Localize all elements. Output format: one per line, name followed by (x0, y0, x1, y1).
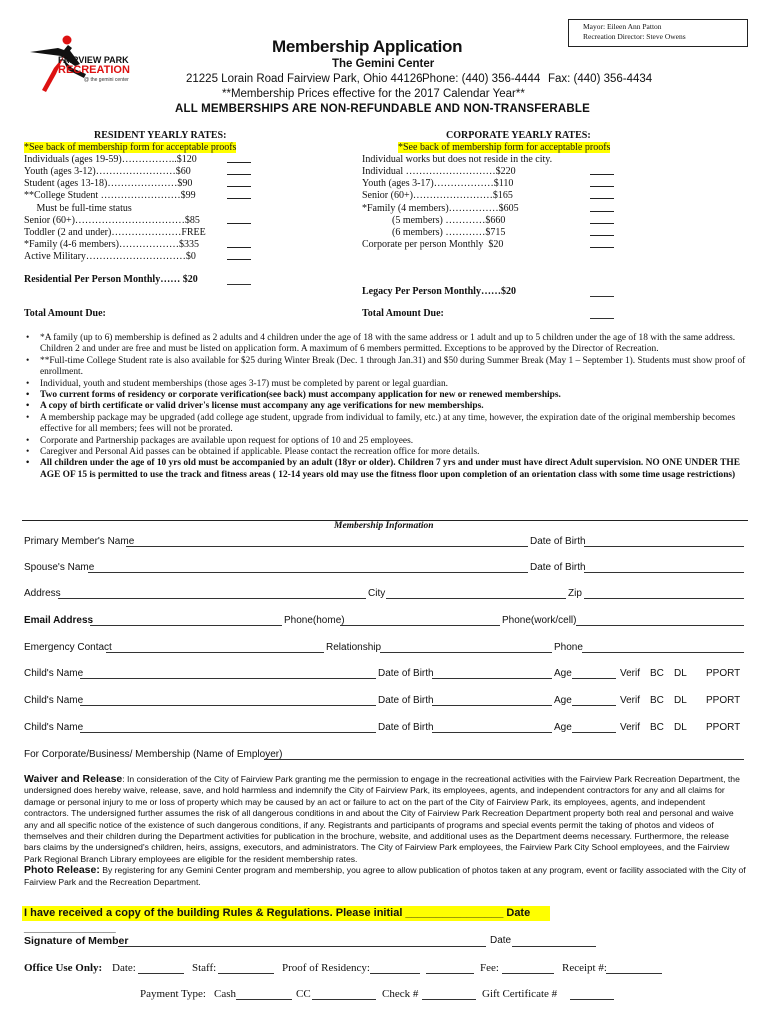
policy-item: • Caregiver and Personal Aid passes can be obtained if applicable. Please contact the recreation office for more details. (24, 447, 746, 458)
emergency-phone-field[interactable] (582, 652, 744, 653)
office-proof-field-1[interactable] (370, 973, 420, 974)
corporate-rate-label: Corporate per person Monthly $20 (362, 238, 504, 250)
corporate-rate-label: Senior (60+)……………………$165 (362, 190, 513, 202)
primary-dob-label: Date of Birth (530, 536, 586, 547)
non-refundable-notice: ALL MEMBERSHIPS ARE NON-REFUNDABLE AND NON-TRANSFERABLE (175, 103, 590, 115)
resident-heading: RESIDENT YEARLY RATES: (94, 130, 227, 141)
resident-rate-row (24, 239, 324, 251)
policy-item: • A membership package may be upgraded (add college age student, upgrade from individual to family, etc.) at any time, however, the expiration date of the original membership becomes effective for all members; fees will not be prorated. (24, 413, 746, 436)
child-age-field[interactable] (572, 705, 616, 706)
page-title: Membership Application (272, 37, 463, 56)
corporate-rate-blank[interactable] (590, 178, 614, 187)
corporate-rate-label: *Family (4 members)……………$605 (362, 202, 519, 214)
corporate-rate-row (362, 215, 662, 227)
resident-rate-row (24, 203, 324, 215)
office-receipt-field[interactable] (606, 973, 662, 974)
phone-home-field[interactable] (340, 625, 500, 626)
child-verif-dl[interactable]: DL (674, 695, 687, 706)
child-name-field[interactable] (80, 705, 376, 706)
logo-line2: RECREATION (58, 64, 130, 76)
policy-item: • Individual, youth and student memberships (those ages 3-17) must be completed by parent or legal guardian. (24, 379, 746, 390)
payment-cash-label: Cash (214, 988, 236, 1000)
fairview-park-logo (28, 34, 168, 96)
phone-work-field[interactable] (576, 625, 744, 626)
child-dob-label: Date of Birth (378, 668, 434, 679)
office-date-field[interactable] (138, 973, 184, 974)
section-divider (22, 520, 748, 521)
corporate-rate-blank[interactable] (590, 190, 614, 199)
waiver-section (24, 774, 746, 888)
spouse-dob-field[interactable] (584, 572, 744, 573)
office-date-label: Date: (112, 962, 136, 974)
office-fee-label: Fee: (480, 962, 499, 974)
resident-rate-label: Toddler (2 and under)…………………FREE (24, 226, 206, 238)
emergency-phone-label: Phone (554, 642, 583, 653)
policy-item: • **Full-time College Student rate is also available for $25 during Winter Break (Dec. 1 through Jan.31) and $50 during Summer Break (May 1 – September 1). Students must show proof of enrollment. (24, 356, 746, 379)
payment-check-label: Check # (382, 988, 419, 1000)
corporate-rate-row (362, 178, 662, 190)
payment-check-field[interactable] (422, 999, 476, 1000)
child-age-label: Age (554, 695, 572, 706)
office-receipt-label: Receipt #: (562, 962, 607, 974)
resident-rate-blank[interactable] (227, 166, 251, 175)
policy-item: • All children under the age of 10 yrs old must be accompanied by an adult (18yr or older). Children 7 yrs and under must have direct Adult supervision. NO ONE UNDER THE AGE OF 15 is permitted to use the track and fitness areas ( 12-14 years old may use the fitness floor upon completion of an orientation class with some time usage restrictions) (24, 458, 746, 481)
payment-type-label: Payment Type: (140, 988, 206, 1000)
corporate-rate-label: Individual ………………………$220 (362, 166, 516, 178)
photo-release-text: By registering for any Gemini Center program and membership, you agree to allow publication of photos taken at any program, event or facility associated with the City of Fairview Park and the Recreation Department. (24, 865, 746, 887)
officials-box (568, 19, 748, 47)
employer-field[interactable] (264, 759, 744, 760)
relationship-label: Relationship (326, 642, 382, 653)
resident-rate-row (24, 166, 324, 178)
payment-gift-field[interactable] (570, 999, 614, 1000)
corporate-rate-row (362, 190, 662, 202)
child-verif-pport[interactable]: PPORT (706, 695, 741, 706)
resident-rate-label: Youth (ages 3-12)……………………$60 (24, 166, 191, 178)
resident-per-person: Residential Per Person Monthly…… $20 (24, 274, 198, 285)
resident-rate-label: Must be full-time status (24, 202, 132, 214)
corporate-rate-blank[interactable] (590, 227, 614, 236)
email-label: Email Address (24, 615, 94, 626)
corporate-rate-row (362, 154, 662, 166)
child-name-label: Child's Name (24, 668, 84, 679)
waiver-text: : In consideration of the City of Fairview Park granting me the permission to engage in the recreational activities with the Fairview Park Recreation Department, the undersigned does hereby waive, release, save, and hold harmless and indemnify the City of Fairview Park, its employees, agents, and independent contractors for any and all claims for damage or personal injury to me or loss of property which may be caused by an act or failure to act on the part of the City of Fairview Park, its employees, agents, and independent contractors. The undersigned further assumes the risk of all dangerous conditions in and about the City of Fairview Park Recreation Department property both real and personal and waive any and all specific notice of the existence of such dangerous conditions, if any. Registrants and participants of programs and special events permit the taking of photos and videos of themselves and their children during the Department activities for publication in the brochure, website, and additional uses as the Department deems necessary. Furthermore, the release bars claims by the undersigned's children, heirs, assigns, executors, and administrators. The City of Fairview Park employees, the Fairview Park City School employees, and the Fairview Park Regional Branch Library employees are eligible for the resident membership rates. (24, 774, 740, 864)
office-use-label: Office Use Only: (24, 962, 103, 974)
primary-name-label: Primary Member's Name (24, 536, 135, 547)
signature-date-label: Date (490, 935, 512, 946)
child-age-label: Age (554, 722, 572, 733)
corporate-rate-blank[interactable] (590, 203, 614, 212)
office-staff-label: Staff: (192, 962, 217, 974)
child-verif-pport[interactable]: PPORT (706, 722, 741, 733)
center-fax: Fax: (440) 356-4434 (548, 73, 653, 85)
spouse-name-label: Spouse's Name (24, 562, 95, 573)
child-verif-label: Verif (620, 668, 641, 679)
rules-acknowledgement[interactable]: I have received a copy of the building Rules & Regulations. Please initial ________________ Date _______________ (22, 906, 550, 921)
corporate-rate-label: Individual works but does not reside in the city. (362, 154, 553, 166)
office-staff-field[interactable] (218, 973, 274, 974)
emergency-field[interactable] (106, 652, 324, 653)
center-phone: Phone: (440) 356-4444 (422, 73, 541, 85)
child-dob-label: Date of Birth (378, 695, 434, 706)
child-verif-bc[interactable]: BC (650, 695, 664, 706)
corporate-rate-label: Youth (ages 3-17)………………$110 (362, 178, 514, 190)
resident-rate-label: *Family (4-6 members)………………$335 (24, 238, 199, 250)
section-title: Membership Information (334, 521, 434, 531)
logo-line1: FAIRVIEW PARK (58, 55, 129, 65)
resident-rate-blank[interactable] (227, 190, 251, 199)
policy-list (24, 333, 746, 481)
city-field[interactable] (386, 598, 566, 599)
prices-note: **Membership Prices effective for the 2017 Calendar Year** (222, 88, 525, 100)
resident-rate-label: Student (ages 13-18)…………………$90 (24, 178, 193, 190)
resident-rate-blank[interactable] (227, 239, 251, 248)
legacy-per-person: Legacy Per Person Monthly……$20 (362, 286, 516, 297)
relationship-field[interactable] (380, 652, 552, 653)
child-dob-field[interactable] (432, 732, 552, 733)
center-name: The Gemini Center (332, 58, 435, 70)
resident-rate-row (24, 215, 324, 227)
resident-rate-row (24, 251, 324, 263)
corporate-rate-row (362, 227, 662, 239)
legacy-blank[interactable] (590, 296, 614, 297)
resident-rate-row (24, 178, 324, 190)
mayor-name: Mayor: Eileen Ann Patton (583, 22, 662, 31)
child-age-label: Age (554, 668, 572, 679)
corporate-rate-blank[interactable] (590, 166, 614, 175)
policy-item: • *A family (up to 6) membership is defined as 2 adults and 4 children under the age of 18 with the same address or 1 adult and up to 5 children under the age of 18 with the same address. Children 2 and under are free and must be listed on application form. A maximum of 6 members permitted. Exceptions to be approved by the Director of Recreation. (24, 333, 746, 356)
director-name: Recreation Director: Steve Owens (583, 32, 686, 41)
resident-rate-blank[interactable] (227, 154, 251, 163)
phone-work-label: Phone(work/cell) (502, 615, 577, 626)
child-verif-bc[interactable]: BC (650, 668, 664, 679)
child-verif-bc[interactable]: BC (650, 722, 664, 733)
corporate-rate-label: (5 members) …………$660 (362, 214, 506, 226)
corporate-rate-row (362, 203, 662, 215)
resident-total-label: Total Amount Due: (24, 308, 106, 319)
email-field[interactable] (90, 625, 282, 626)
child-name-label: Child's Name (24, 695, 84, 706)
phone-home-label: Phone(home) (284, 615, 345, 626)
corporate-rate-row (362, 166, 662, 178)
policy-item: • A copy of birth certificate or valid driver's license must accompany any age verifications for new memberships. (24, 401, 746, 412)
resident-rate-row (24, 154, 324, 166)
corporate-rate-label: (6 members) …………$715 (362, 226, 506, 238)
resident-see-back: *See back of membership form for acceptable proofs (24, 142, 237, 154)
office-fee-field[interactable] (502, 973, 554, 974)
primary-name-field[interactable] (126, 546, 528, 547)
corporate-total-blank[interactable] (590, 318, 614, 319)
zip-field[interactable] (584, 598, 744, 599)
child-verif-pport[interactable]: PPORT (706, 668, 741, 679)
child-verif-label: Verif (620, 722, 641, 733)
primary-dob-field[interactable] (584, 546, 744, 547)
resident-rate-blank[interactable] (227, 178, 251, 187)
corporate-rate-row (362, 239, 662, 251)
signature-label: Signature of Member (24, 935, 129, 947)
payment-cc-label: CC (296, 988, 311, 1000)
employer-label: For Corporate/Business/ Membership (Name of Employer) (24, 749, 283, 760)
payment-cash-field[interactable] (236, 999, 292, 1000)
signature-field[interactable] (118, 946, 486, 947)
corporate-rates (362, 130, 662, 251)
child-name-field[interactable] (80, 732, 376, 733)
resident-rate-row (24, 227, 324, 239)
child-name-label: Child's Name (24, 722, 84, 733)
resident-rates (24, 130, 324, 263)
city-label: City (368, 588, 386, 599)
child-verif-dl[interactable]: DL (674, 668, 687, 679)
address-label: Address (24, 588, 61, 599)
policy-item: • Two current forms of residency or corporate verification(see back) must accompany application for new or renewed memberships. (24, 390, 746, 401)
payment-cc-field[interactable] (312, 999, 376, 1000)
center-address: 21225 Lorain Road Fairview Park, Ohio 44126 (186, 73, 423, 85)
spouse-name-field[interactable] (88, 572, 528, 573)
resident-rate-label: Senior (60+)……………………………$85 (24, 214, 200, 226)
corporate-heading: CORPORATE YEARLY RATES: (446, 130, 591, 141)
resident-rate-label: Individuals (ages 19-59)……………..$120 (24, 154, 197, 166)
child-name-field[interactable] (80, 678, 376, 679)
resident-rate-label: **College Student ……………………$99 (24, 190, 196, 202)
logo-line3: @ the gemini center (84, 77, 129, 83)
resident-per-person-blank[interactable] (227, 284, 251, 285)
corporate-rate-blank[interactable] (590, 239, 614, 248)
zip-label: Zip (568, 588, 582, 599)
spouse-dob-label: Date of Birth (530, 562, 586, 573)
address-field[interactable] (58, 598, 366, 599)
payment-gift-label: Gift Certificate # (482, 988, 558, 1000)
corporate-rate-blank[interactable] (590, 215, 614, 224)
child-age-field[interactable] (572, 732, 616, 733)
corporate-total-label: Total Amount Due: (362, 308, 444, 319)
waiver-heading: Waiver and Release (24, 773, 123, 785)
child-age-field[interactable] (572, 678, 616, 679)
office-proof-label: Proof of Residency: (282, 962, 370, 974)
signature-date-field[interactable] (512, 946, 596, 947)
office-proof-field-2[interactable] (426, 973, 474, 974)
child-verif-dl[interactable]: DL (674, 722, 687, 733)
resident-rate-row (24, 190, 324, 202)
child-dob-label: Date of Birth (378, 722, 434, 733)
resident-rate-label: Active Military…………………………$0 (24, 250, 196, 262)
child-dob-field[interactable] (432, 678, 552, 679)
child-verif-label: Verif (620, 695, 641, 706)
corporate-see-back: *See back of membership form for acceptable proofs (398, 142, 611, 154)
policy-item: • Corporate and Partnership packages are available upon request for options of 10 and 25 employees. (24, 436, 746, 447)
child-dob-field[interactable] (432, 705, 552, 706)
photo-release-heading: Photo Release: (24, 864, 100, 877)
resident-rate-blank[interactable] (227, 251, 251, 260)
emergency-label: Emergency Contact (24, 642, 112, 653)
resident-rate-blank[interactable] (227, 215, 251, 224)
